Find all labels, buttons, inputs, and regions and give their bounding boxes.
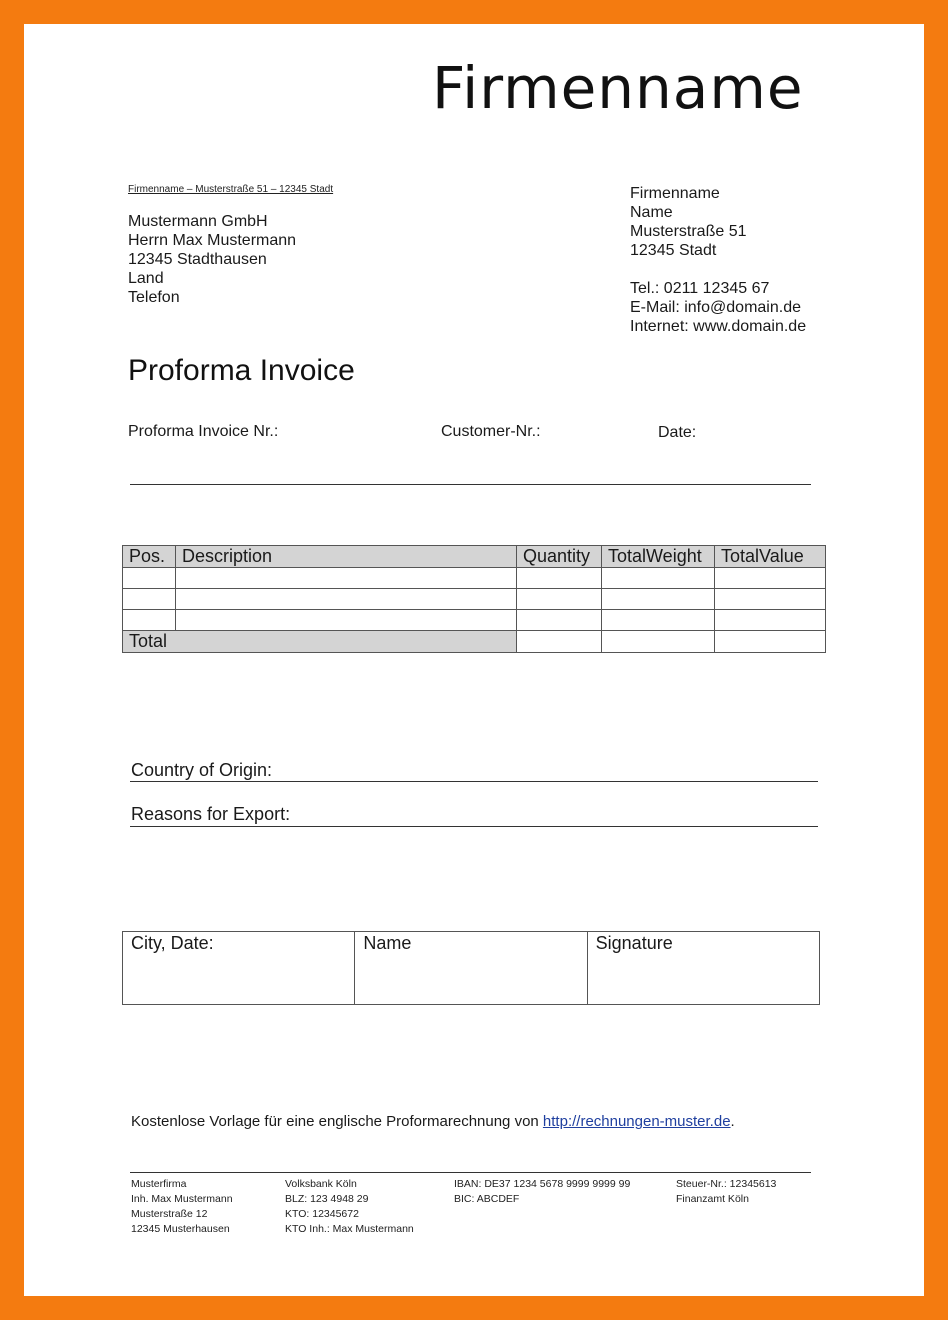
name-cell: Name	[355, 932, 587, 1005]
recipient-address	[128, 212, 296, 307]
signature-cell: Signature	[587, 932, 819, 1005]
footer-line: Finanzamt Köln	[676, 1193, 749, 1205]
items-header-row	[123, 546, 826, 568]
sender-block	[630, 184, 806, 336]
note-suffix: .	[730, 1113, 735, 1130]
reasons-for-export-label: Reasons for Export:	[131, 804, 291, 824]
col-pos: Pos.	[123, 546, 176, 568]
col-total-value: TotalValue	[715, 546, 826, 568]
total-row	[123, 631, 826, 653]
total-label: Total	[123, 631, 517, 653]
footer-line: BLZ: 123 4948 29	[285, 1193, 369, 1205]
col-description: Description	[176, 546, 517, 568]
footer-line: IBAN: DE37 1234 5678 9999 9999 99	[454, 1178, 631, 1190]
template-link[interactable]: http://rechnungen-muster.de	[542, 1113, 731, 1130]
footer-bank	[285, 1177, 414, 1237]
footer-line: Volksbank Köln	[285, 1178, 357, 1190]
invoice-page	[24, 24, 924, 1296]
return-address: Firmenname – Musterstraße 51 – 12345 Stadt	[128, 184, 334, 195]
sender-website: Internet: www.domain.de	[630, 318, 807, 335]
date-label: Date:	[658, 424, 697, 441]
footer-line: Musterfirma	[131, 1178, 187, 1190]
col-quantity: Quantity	[517, 546, 602, 568]
signature-table	[122, 931, 820, 1005]
footer-line: Inh. Max Mustermann	[131, 1193, 233, 1205]
recipient-line: Herrn Max Mustermann	[128, 232, 297, 249]
recipient-line: 12345 Stadthausen	[128, 251, 267, 268]
invoice-nr-label: Proforma Invoice Nr.:	[128, 423, 279, 440]
footer-iban	[454, 1177, 630, 1207]
recipient-line: Land	[128, 270, 164, 287]
city-date-cell: City, Date:	[123, 932, 355, 1005]
reasons-for-export-line	[130, 826, 818, 827]
sender-line: Firmenname	[630, 185, 720, 202]
header-divider	[130, 484, 811, 485]
customer-nr-label: Customer-Nr.:	[441, 423, 541, 440]
recipient-line: Telefon	[128, 289, 180, 306]
table-row	[123, 568, 826, 589]
sender-phone: Tel.: 0211 12345 67	[630, 280, 770, 297]
footer-line: KTO: 12345672	[285, 1208, 359, 1220]
footer-line: BIC: ABCDEF	[454, 1193, 520, 1205]
table-row	[123, 589, 826, 610]
footer-divider	[130, 1172, 811, 1173]
country-of-origin-label: Country of Origin:	[131, 760, 273, 780]
footer-line: Steuer-Nr.: 12345613	[676, 1178, 777, 1190]
sender-email: E-Mail: info@domain.de	[630, 299, 801, 316]
footer-line: Musterstraße 12	[131, 1208, 208, 1220]
country-of-origin-line	[130, 781, 818, 782]
document-title: Proforma Invoice	[128, 354, 355, 387]
sender-line: Name	[630, 204, 673, 221]
table-row	[123, 610, 826, 631]
sender-line: 12345 Stadt	[630, 242, 717, 259]
footer-tax	[676, 1177, 776, 1207]
sender-line: Musterstraße 51	[630, 223, 747, 240]
footer-company	[131, 1177, 233, 1237]
col-total-weight: TotalWeight	[602, 546, 715, 568]
recipient-line: Mustermann GmbH	[128, 213, 268, 230]
footer-line: 12345 Musterhausen	[131, 1223, 230, 1235]
company-name: Firmenname	[432, 54, 804, 122]
template-note	[131, 1113, 735, 1130]
footer-line: KTO Inh.: Max Mustermann	[285, 1223, 414, 1235]
note-text: Kostenlose Vorlage für eine englische Proformarechnung von	[131, 1113, 543, 1130]
items-table	[122, 545, 826, 653]
